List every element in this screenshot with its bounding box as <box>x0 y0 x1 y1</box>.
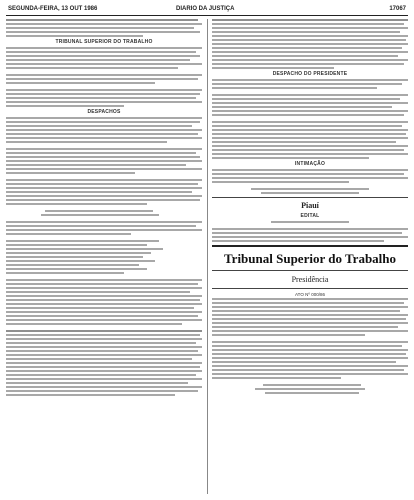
banner-rule <box>212 270 408 271</box>
right-text-block-2 <box>212 79 408 159</box>
banner-subtitle: Presidência <box>291 275 329 284</box>
header-rule <box>6 15 408 16</box>
newspaper-page <box>6 4 408 496</box>
section-rule-2 <box>212 245 408 247</box>
right-text-block-1 <box>212 19 408 69</box>
header-publication: DIARIO DA JUSTIÇA <box>176 6 235 12</box>
right-section-heading-2: INTIMAÇÃO <box>294 161 326 167</box>
act-heading: ATO Nº 000/86 <box>295 292 325 297</box>
state-text-block <box>212 221 408 242</box>
tribunal-banner <box>212 251 408 285</box>
page-header <box>6 4 408 15</box>
column-separator <box>207 19 208 494</box>
right-text-block-4 <box>212 298 408 394</box>
left-section-heading-2: DESPACHOS <box>87 109 121 115</box>
left-column <box>6 19 202 398</box>
section-rule-3 <box>212 288 408 289</box>
right-text-block-3 <box>212 169 408 194</box>
right-section-heading-1: DESPACHO DO PRESIDENTE <box>272 71 348 77</box>
left-section-heading-1: TRIBUNAL SUPERIOR DO TRABALHO <box>55 39 153 45</box>
right-column <box>212 19 408 396</box>
header-date: SEGUNDA-FEIRA, 13 OUT 1986 <box>8 6 98 12</box>
section-rule-1 <box>212 197 408 198</box>
left-text-block-2 <box>6 47 202 107</box>
state-subheading: EDITAL <box>300 213 320 219</box>
banner-title: Tribunal Superior do Trabalho <box>223 251 397 266</box>
header-page-number: 17067 <box>389 6 406 12</box>
left-text-block-3 <box>6 117 202 396</box>
left-text-block-1 <box>6 19 202 37</box>
state-heading: Piauí <box>301 201 319 210</box>
